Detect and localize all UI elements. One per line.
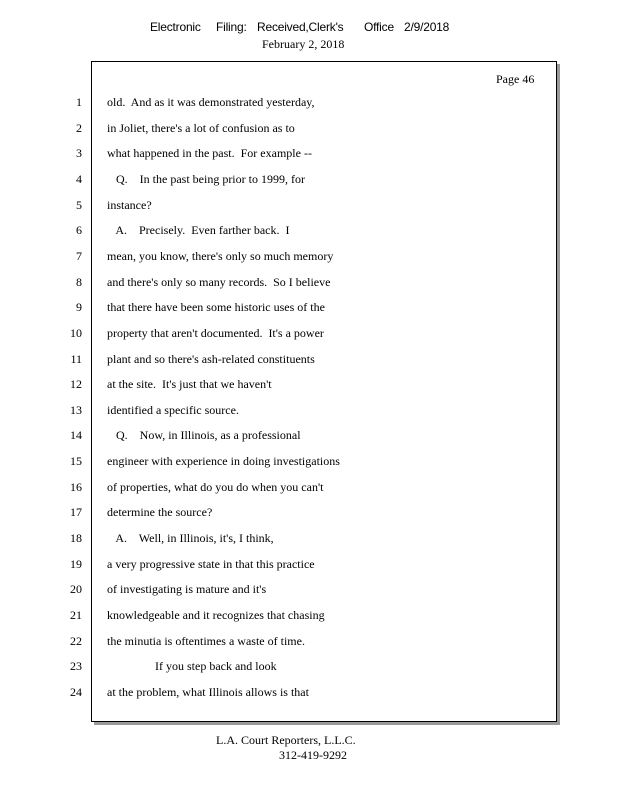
line-text: identified a specific source. xyxy=(107,402,239,417)
footer-company: L.A. Court Reporters, L.L.C. xyxy=(216,733,356,747)
line-text: and there's only so many records. So I believe xyxy=(107,274,331,289)
transcript-line xyxy=(0,145,560,161)
line-text: knowledgeable and it recognizes that chasing xyxy=(107,608,325,622)
transcript-line xyxy=(0,248,560,264)
line-text: engineer with experience in doing investigations xyxy=(107,454,340,469)
transcript-line xyxy=(0,633,560,649)
line-text: at the site. It's just that we haven't xyxy=(107,377,272,392)
line-text: A. Precisely. Even farther back. I xyxy=(107,223,290,238)
transcript-line xyxy=(0,504,560,520)
line-number: 14 xyxy=(70,428,82,443)
line-text: the minutia is oftentimes a waste of time. xyxy=(107,633,305,648)
line-text: what happened in the past. For example -- xyxy=(107,146,312,161)
transcript-line xyxy=(0,299,560,315)
line-number: 16 xyxy=(70,479,82,494)
line-text: in Joliet, there's a lot of confusion as to xyxy=(107,120,295,135)
stamp-word: Received,Clerk's xyxy=(257,20,344,34)
line-text: mean, you know, there's only so much memory xyxy=(107,248,334,263)
line-number: 7 xyxy=(76,248,82,263)
transcript-line xyxy=(0,607,560,623)
transcript-line xyxy=(0,94,560,110)
line-text: of investigating is mature and it's xyxy=(107,582,267,597)
line-text: determine the source? xyxy=(107,505,213,520)
line-number: 4 xyxy=(76,171,82,186)
transcript-line xyxy=(0,325,560,341)
line-text: property that aren't documented. It's a power xyxy=(107,325,324,340)
transcript-line xyxy=(0,479,560,495)
stamp-word: 2/9/2018 xyxy=(404,20,450,34)
page-number: Page 46 xyxy=(496,72,535,86)
line-text: that there have been some historic uses of the xyxy=(107,300,325,315)
line-number: 19 xyxy=(70,556,82,571)
line-text: of properties, what do you do when you can't xyxy=(107,479,324,494)
transcript-line xyxy=(0,274,560,290)
line-number: 9 xyxy=(76,300,82,315)
stamp-word: Electronic xyxy=(150,20,201,34)
line-number: 2 xyxy=(76,120,82,135)
transcript-line xyxy=(0,581,560,597)
line-number: 17 xyxy=(70,505,82,520)
line-number: 21 xyxy=(70,608,82,622)
transcript-line xyxy=(0,427,560,443)
footer-phone: 312-419-9292 xyxy=(279,748,347,762)
line-number: 11 xyxy=(70,351,82,366)
line-text: at the problem, what Illinois allows is that xyxy=(107,684,309,699)
transcript-line xyxy=(0,658,560,674)
line-number: 18 xyxy=(70,531,82,545)
line-text: old. And as it was demonstrated yesterday, xyxy=(107,95,315,109)
line-number: 3 xyxy=(76,146,82,161)
document-date: February 2, 2018 xyxy=(262,37,345,51)
line-number: 24 xyxy=(70,684,82,699)
line-number: 15 xyxy=(70,454,82,469)
transcript-line xyxy=(0,556,560,572)
transcript-line xyxy=(0,171,560,187)
filing-stamp xyxy=(150,20,449,34)
line-number: 12 xyxy=(70,377,82,392)
transcript-line xyxy=(0,453,560,469)
line-number: 8 xyxy=(76,274,82,289)
transcript-line xyxy=(0,197,560,213)
line-text: Q. Now, in Illinois, as a professional xyxy=(107,428,301,443)
line-text: A. Well, in Illinois, it's, I think, xyxy=(107,531,274,545)
line-number: 20 xyxy=(70,582,82,597)
line-text: plant and so there's ash-related constituents xyxy=(107,351,315,366)
transcript-line xyxy=(0,530,560,546)
line-number: 22 xyxy=(70,633,82,648)
stamp-word: Filing: xyxy=(216,20,247,34)
transcript-line xyxy=(0,684,560,700)
line-number: 23 xyxy=(70,659,82,674)
transcript-line xyxy=(0,351,560,367)
transcript-line xyxy=(0,376,560,392)
transcript-line xyxy=(0,222,560,238)
line-number: 1 xyxy=(76,95,82,109)
line-number: 10 xyxy=(70,325,82,340)
line-text: If you step back and look xyxy=(107,659,277,674)
line-text: a very progressive state in that this practice xyxy=(107,556,315,571)
line-number: 5 xyxy=(76,197,82,212)
line-number: 13 xyxy=(70,402,82,417)
line-number: 6 xyxy=(76,223,82,238)
transcript-line xyxy=(0,402,560,418)
line-text: instance? xyxy=(107,197,152,212)
stamp-word: Office xyxy=(364,20,394,34)
line-text: Q. In the past being prior to 1999, for xyxy=(107,171,305,186)
transcript-line xyxy=(0,120,560,136)
